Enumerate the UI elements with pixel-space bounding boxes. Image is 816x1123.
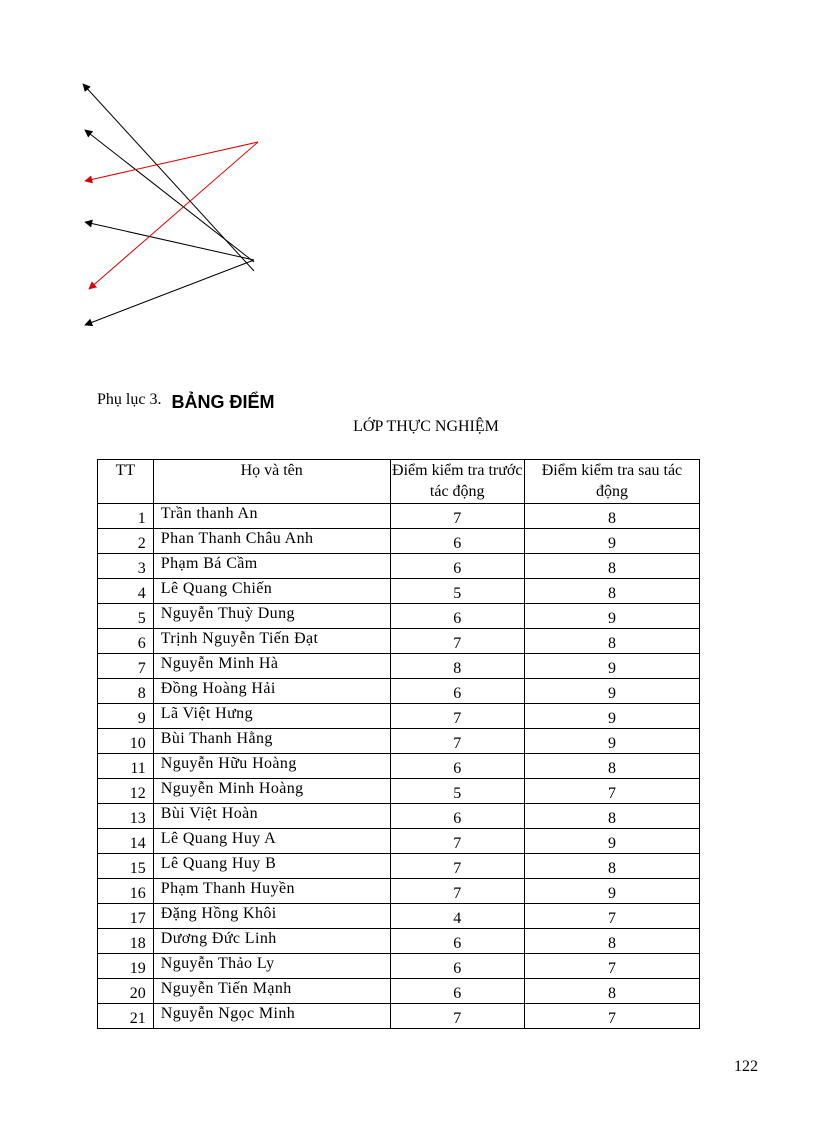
post-score: 8	[524, 929, 699, 954]
student-name: Nguyễn Thuỳ Dung	[153, 604, 390, 629]
post-score: 8	[524, 754, 699, 779]
arrow-line-black	[83, 84, 254, 271]
post-score: 8	[524, 579, 699, 604]
student-name: Lã Việt Hưng	[153, 704, 390, 729]
post-score: 8	[524, 854, 699, 879]
post-score: 8	[524, 629, 699, 654]
row-index: 7	[98, 654, 154, 679]
table-row	[98, 829, 700, 854]
pre-score: 6	[390, 929, 524, 954]
pre-score: 6	[390, 954, 524, 979]
table-row	[98, 929, 700, 954]
pre-score: 7	[390, 729, 524, 754]
table-row	[98, 504, 700, 529]
table-row	[98, 754, 700, 779]
row-index: 11	[98, 754, 154, 779]
student-name: Trần thanh An	[153, 504, 390, 529]
page-number: 122	[734, 1058, 758, 1075]
table-row	[98, 779, 700, 804]
post-score: 7	[524, 1004, 699, 1029]
class-subtitle: LỚP THỰC NGHIỆM	[353, 418, 499, 435]
pre-score: 7	[390, 1004, 524, 1029]
student-name: Nguyễn Tiến Mạnh	[153, 979, 390, 1004]
row-index: 9	[98, 704, 154, 729]
table-row	[98, 679, 700, 704]
row-index: 20	[98, 979, 154, 1004]
table-row	[98, 854, 700, 879]
post-score: 8	[524, 554, 699, 579]
student-name: Trịnh Nguyễn Tiến Đạt	[153, 629, 390, 654]
post-score: 9	[524, 604, 699, 629]
pre-score: 8	[390, 654, 524, 679]
arrow-diagram	[0, 0, 300, 340]
header-tt: TT	[98, 460, 154, 504]
table-row	[98, 729, 700, 754]
student-name: Nguyễn Minh Hà	[153, 654, 390, 679]
arrow-line-black	[85, 222, 254, 260]
student-name: Phan Thanh Châu Anh	[153, 529, 390, 554]
post-score: 9	[524, 879, 699, 904]
pre-score: 7	[390, 504, 524, 529]
row-index: 3	[98, 554, 154, 579]
row-index: 13	[98, 804, 154, 829]
row-index: 5	[98, 604, 154, 629]
header-name: Họ và tên	[153, 460, 390, 504]
student-name: Lê Quang Huy A	[153, 829, 390, 854]
post-score: 9	[524, 679, 699, 704]
appendix-prefix: Phụ lục 3.	[97, 391, 162, 408]
pre-score: 6	[390, 679, 524, 704]
pre-score: 7	[390, 879, 524, 904]
arrow-line-red	[85, 142, 258, 181]
row-index: 1	[98, 504, 154, 529]
table-row	[98, 654, 700, 679]
arrow-line-black	[85, 260, 254, 325]
student-name: Nguyễn Hữu Hoàng	[153, 754, 390, 779]
student-name: Đồng Hoàng Hải	[153, 679, 390, 704]
student-name: Nguyễn Minh Hoàng	[153, 779, 390, 804]
arrow-line-red	[89, 142, 258, 289]
row-index: 19	[98, 954, 154, 979]
pre-score: 5	[390, 579, 524, 604]
pre-score: 6	[390, 979, 524, 1004]
post-score: 8	[524, 504, 699, 529]
table-row	[98, 1004, 700, 1029]
header-post-score: Điểm kiểm tra sau tác động	[524, 460, 699, 504]
student-name: Lê Quang Chiến	[153, 579, 390, 604]
table-row	[98, 604, 700, 629]
pre-score: 7	[390, 704, 524, 729]
student-name: Bùi Việt Hoàn	[153, 804, 390, 829]
row-index: 6	[98, 629, 154, 654]
student-name: Nguyễn Ngọc Minh	[153, 1004, 390, 1029]
post-score: 9	[524, 729, 699, 754]
pre-score: 5	[390, 779, 524, 804]
pre-score: 4	[390, 904, 524, 929]
appendix-title: BẢNG ĐIỂM	[171, 392, 275, 412]
row-index: 16	[98, 879, 154, 904]
post-score: 7	[524, 954, 699, 979]
row-index: 4	[98, 579, 154, 604]
row-index: 15	[98, 854, 154, 879]
post-score: 9	[524, 654, 699, 679]
table-header-row	[98, 460, 700, 504]
appendix-heading	[97, 388, 275, 412]
table-row	[98, 579, 700, 604]
pre-score: 6	[390, 529, 524, 554]
student-name: Phạm Thanh Huyền	[153, 879, 390, 904]
pre-score: 7	[390, 829, 524, 854]
post-score: 7	[524, 904, 699, 929]
post-score: 8	[524, 979, 699, 1004]
pre-score: 6	[390, 754, 524, 779]
table-row	[98, 554, 700, 579]
post-score: 9	[524, 829, 699, 854]
header-pre-score: Điểm kiểm tra trước tác động	[390, 460, 524, 504]
row-index: 12	[98, 779, 154, 804]
post-score: 9	[524, 529, 699, 554]
table-row	[98, 629, 700, 654]
pre-score: 6	[390, 804, 524, 829]
row-index: 10	[98, 729, 154, 754]
student-name: Dương Đức Linh	[153, 929, 390, 954]
table-row	[98, 879, 700, 904]
pre-score: 7	[390, 854, 524, 879]
row-index: 2	[98, 529, 154, 554]
pre-score: 7	[390, 629, 524, 654]
table-row	[98, 529, 700, 554]
arrow-line-black	[85, 130, 254, 262]
pre-score: 6	[390, 604, 524, 629]
post-score: 8	[524, 804, 699, 829]
row-index: 14	[98, 829, 154, 854]
pre-score: 6	[390, 554, 524, 579]
row-index: 17	[98, 904, 154, 929]
row-index: 21	[98, 1004, 154, 1029]
student-name: Phạm Bá Cầm	[153, 554, 390, 579]
post-score: 7	[524, 779, 699, 804]
table-row	[98, 704, 700, 729]
table-row	[98, 979, 700, 1004]
student-name: Đặng Hồng Khôi	[153, 904, 390, 929]
student-name: Bùi Thanh Hằng	[153, 729, 390, 754]
row-index: 8	[98, 679, 154, 704]
table-row	[98, 954, 700, 979]
table-row	[98, 804, 700, 829]
student-name: Nguyễn Thảo Ly	[153, 954, 390, 979]
student-name: Lê Quang Huy B	[153, 854, 390, 879]
post-score: 9	[524, 704, 699, 729]
score-table	[97, 459, 700, 1029]
row-index: 18	[98, 929, 154, 954]
table-row	[98, 904, 700, 929]
